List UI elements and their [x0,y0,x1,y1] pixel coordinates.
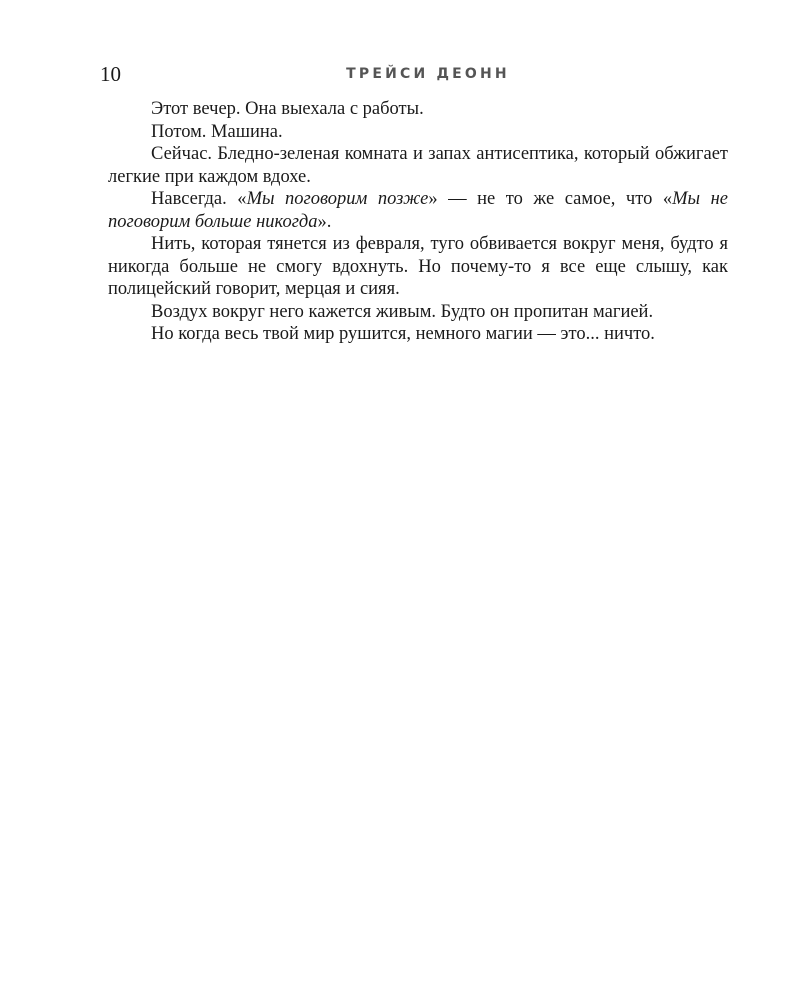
paragraph-4-italic-quote-2: Мы не поговорим больше никогда [108,189,728,232]
paragraph-5: Нить, которая тянется из февраля, туго обвивается вокруг меня, будто я никогда больше не смогу вдохнуть. Но почему-то я все еще слышу, как полицейский говорит, мерцая и сияя. [108,234,728,299]
running-head-author: ТРЕЙСИ ДЕОНН [346,66,510,82]
page-header [100,62,728,86]
paragraph-4-text-a: Навсегда. « [151,189,247,209]
paragraph-6: Воздух вокруг него кажется живым. Будто он пропитан магией. [151,301,654,322]
paragraph-3: Сейчас. Бледно-зеленая комната и запах антисептика, который обжигает легкие при каждом вдохе. [108,144,728,187]
paragraph-1: Этот вечер. Она выехала с работы. [151,99,424,119]
page-number: 10 [100,62,121,86]
paragraph-4-text-e: ». [317,211,332,232]
paragraph-4-italic-quote-1: Мы поговорим позже [246,189,429,209]
paragraph-4-text-c: » — не то же самое, что « [428,189,673,209]
paragraph-2: Потом. Машина. [151,121,283,142]
paragraph-4 [108,188,728,233]
paragraph-7: Но когда весь твой мир рушится, немного магии — это... ничто. [151,324,655,344]
body-text [108,98,728,346]
